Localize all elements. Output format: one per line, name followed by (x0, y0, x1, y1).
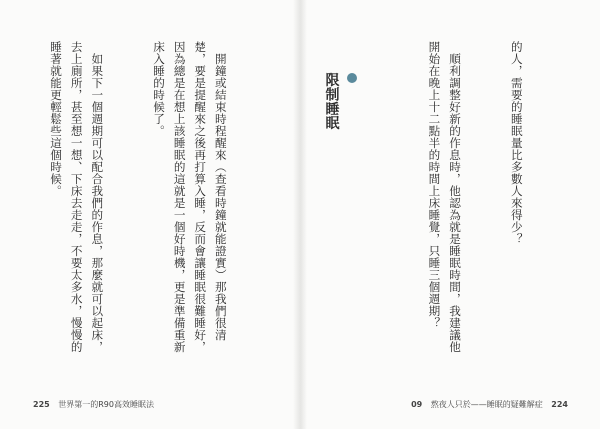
section-heading (316, 41, 383, 359)
page-number: 224 (551, 400, 568, 409)
heading-bullet-icon (347, 73, 357, 83)
body-paragraph: 開鐘或結束時程醒來（查看時鐘就能證實）那我們很清楚，要是提醒來之後再打算入睡，反而會讓睡眠很難睡好，因為總是在想上該睡眠的這就是一個好時機，更是準備重新床入睡的時候了。 (152, 41, 228, 353)
body-paragraph: 順利調整好新的作息時，他認為就是睡眠時間，我建議他開始在晚上十二點半的時間上床睡覺，只睡三個週期？ (427, 41, 463, 353)
running-title: 熬夜人只於——睡眠的疑難解症 (430, 400, 543, 409)
section-heading-text: 限制睡眠 (323, 72, 340, 131)
book-gutter (293, 0, 307, 429)
page-number: 225 (33, 400, 50, 409)
left-page-text (24, 41, 272, 359)
right-page-footer (405, 399, 574, 410)
running-title: 世界第一的R90高效睡眠法 (58, 400, 154, 409)
section-number: 09 (411, 400, 423, 409)
body-paragraph: 的人，需要的睡眠量比多數人來得少？ (509, 41, 524, 245)
right-page-text (316, 41, 568, 359)
body-paragraph: 如果下一個週期可以配合我們的作息，那麼就可以起床，去上廁所，甚至想一想、下床去走走，不要太多水，慢慢的睡著就能更輕鬆些這個時候。 (49, 41, 105, 353)
left-page-footer (27, 399, 154, 410)
